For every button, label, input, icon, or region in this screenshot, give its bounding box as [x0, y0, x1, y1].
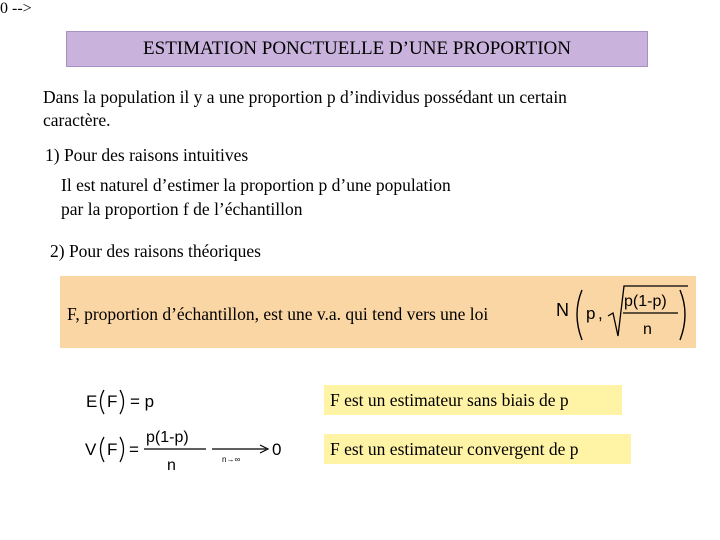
theory-box-text: F, proportion d’échantillon, est une v.a. qui tend vers une loi	[67, 304, 489, 324]
law-comma: ,	[598, 304, 603, 323]
variance-eq: =	[129, 440, 139, 459]
limit-label: n→∞	[222, 455, 241, 464]
normal-law-formula	[552, 278, 694, 346]
law-N: N	[556, 300, 569, 320]
variance-lhs: V	[85, 440, 97, 459]
variance-arg: F	[107, 440, 118, 459]
point-1-line-2: par la proportion f de l’échantillon	[61, 199, 303, 219]
variance-numerator: p(1-p)	[146, 429, 189, 446]
expectation-lhs: E	[86, 392, 98, 411]
law-left-paren	[577, 290, 582, 340]
expectation-formula	[84, 386, 194, 420]
variance-denominator: n	[167, 457, 176, 474]
law-right-paren	[680, 290, 685, 340]
law-denominator: n	[643, 321, 652, 338]
intro-line-2: caractère.	[43, 110, 111, 130]
expectation-arg: F	[107, 392, 118, 411]
law-p: p	[586, 304, 596, 323]
point-1-heading: 1) Pour des raisons intuitives	[45, 145, 249, 165]
expectation-rhs: = p	[130, 392, 155, 411]
convergent-estimator-note: F est un estimateur convergent de p	[324, 434, 631, 464]
variance-result: 0	[272, 440, 282, 459]
page-title: ESTIMATION PONCTUELLE D’UNE PROPORTION	[66, 31, 648, 67]
unbiased-estimator-note: F est un estimateur sans biais de p	[324, 385, 622, 415]
variance-formula	[84, 424, 294, 476]
point-2-heading: 2) Pour des raisons théoriques	[50, 241, 261, 261]
law-numerator: p(1-p)	[624, 293, 667, 310]
intro-line-1: Dans la population il y a une proportion p d’individus possédant un certain	[43, 87, 567, 107]
point-1-line-1: Il est naturel d’estimer la proportion p d’une population	[61, 175, 451, 195]
